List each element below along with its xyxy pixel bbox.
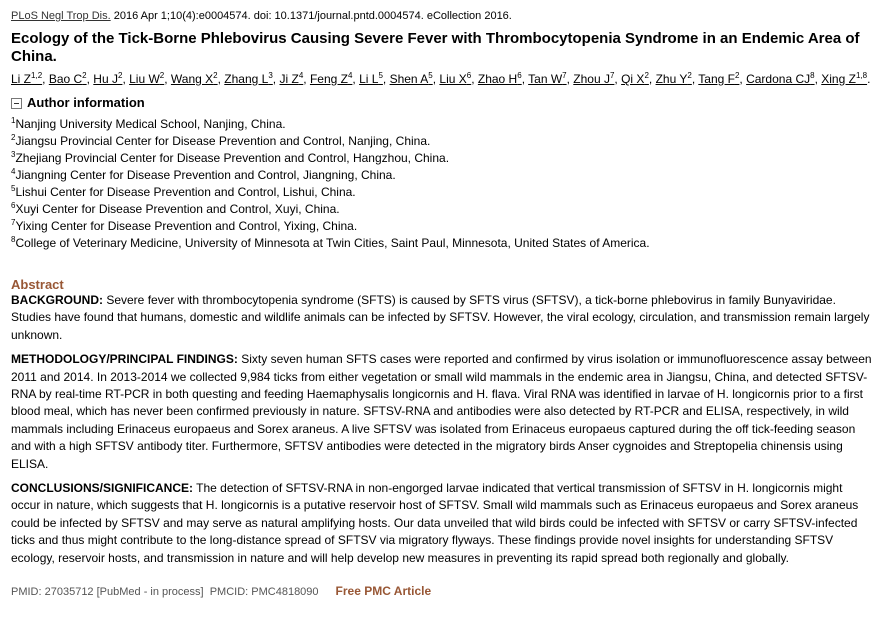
author-link[interactable] xyxy=(359,72,383,86)
conclusions-text: The detection of SFTSV-RNA in non-engorged larvae indicated that vertical transmission of SFTSV in H. longicornis might occur in nature, which suggests that H. longicornis is a putative reservoir host of SFTSV. Small wild mammals such as Erinaceus europaeus and Sorex araneus could be infected by SFTSV and may serve as natural amplifying hosts. Our data unveiled that wild birds could be infected with SFTSV or carry SFTSV-infected ticks and thus might contribute to the long-distance spread of SFTSV via migratory flyways. These findings provide novel insights for understanding SFTSV ecology, reservoir hosts, and transmission in nature and will help develop new measures in preventing its rapid spread both regionally and globally. xyxy=(11,481,859,565)
author-affiliation-number: 2 xyxy=(117,71,123,80)
author-affiliation-number: 7 xyxy=(609,71,615,80)
author-name: Zhu Y xyxy=(655,72,688,86)
affiliation-item xyxy=(11,167,875,184)
author-name: Xing Z xyxy=(821,72,856,86)
background-text: Severe fever with thrombocytopenia syndrome (SFTS) is caused by SFTS virus (SFTSV), a tick-borne phlebovirus in family Bunyaviridae. Studies have found that humans, domestic and wildlife animals can be infected by SFTSV. However, the viral ecology, circulation, and transmission remain largely unknown. xyxy=(11,293,870,342)
author-info-header[interactable] xyxy=(11,95,875,111)
article-ids: PMID: 27035712 [PubMed - in process] PMCID: PMC4818090 xyxy=(11,586,319,599)
author-affiliation-number: 6 xyxy=(517,71,522,80)
author-affiliation-number: 2 xyxy=(82,71,87,80)
abstract-heading: Abstract xyxy=(11,277,64,292)
author-link[interactable] xyxy=(390,72,433,86)
affiliation-item xyxy=(11,218,875,235)
author-link[interactable] xyxy=(439,72,471,86)
author-link[interactable] xyxy=(746,72,814,86)
author-affiliation-number: 4 xyxy=(347,71,353,80)
author-list: Li Z$^{1,2}$, Bao C$^2$, Hu J$^2$, Liu W$^2$, Wang X$^2$, Zhang L$^3$, Ji Z$^4$, Feng Z$^4$, Li L$^5$, Shen A$^5$, Liu X$^6$, Zhao H$^6$, Tan W$^7$, Zhou J$^7$, Qi X$^2$, Zhu Y$^2$, Tang F$^2$, Cardona CJ$^8$, Xing Z$^{1,8}$. xyxy=(11,71,871,86)
author-name: Qi X xyxy=(621,72,645,86)
article-title: Ecology of the Tick-Borne Phlebovirus Causing Severe Fever with Thrombocytopenia Syndrome in an Endemic Area of China. xyxy=(11,30,860,65)
affiliation-text: Zhejiang Provincial Center for Disease Prevention and Control, Hangzhou, China. xyxy=(15,151,450,165)
author-name: Bao C xyxy=(48,72,83,86)
author-affiliation-number: 1,8 xyxy=(855,71,868,80)
author-affiliation-number: 2 xyxy=(734,71,740,80)
author-affiliation-number: 6 xyxy=(466,71,472,80)
affiliation-number: 7 xyxy=(11,218,16,227)
abstract-conclusions xyxy=(11,480,875,567)
author-link[interactable] xyxy=(310,72,352,86)
author-affiliation-number: 2 xyxy=(687,71,692,80)
author-name: Tang F xyxy=(698,72,735,86)
affiliation-item xyxy=(11,133,875,150)
author-name: Zhou J xyxy=(573,72,610,86)
affiliation-text: Jiangsu Provincial Center for Disease Prevention and Control, Nanjing, China. xyxy=(15,134,431,148)
citation-line xyxy=(11,8,875,24)
author-affiliation-number: 5 xyxy=(378,71,383,80)
abstract-background xyxy=(11,292,875,344)
author-affiliation-number: 4 xyxy=(298,71,304,80)
author-affiliation-number: 8 xyxy=(810,71,815,80)
author-name: Wang X xyxy=(170,72,214,86)
methods-label: METHODOLOGY/PRINCIPAL FINDINGS: xyxy=(11,352,238,367)
author-link[interactable] xyxy=(478,72,522,86)
author-affiliation-number: 3 xyxy=(268,71,273,80)
author-name: Tan W xyxy=(528,72,563,86)
author-link[interactable] xyxy=(698,72,739,86)
author-affiliation-number: 2 xyxy=(159,71,165,80)
author-link[interactable] xyxy=(821,72,867,86)
citation-details: 2016 Apr 1;10(4):e0004574. doi: 10.1371/journal.pntd.0004574. eCollection 2016. xyxy=(110,10,512,22)
collapse-toggle-icon[interactable] xyxy=(11,98,22,109)
author-affiliation-number: 2 xyxy=(213,71,218,80)
author-link[interactable] xyxy=(49,72,87,86)
affiliation-number: 4 xyxy=(11,167,16,176)
author-name: Zhang L xyxy=(224,72,269,86)
author-link[interactable] xyxy=(93,72,122,86)
author-link[interactable] xyxy=(171,72,218,86)
author-link[interactable] xyxy=(224,72,273,86)
author-affiliation-number: 7 xyxy=(562,71,567,80)
abstract-methods xyxy=(11,351,875,473)
author-link[interactable] xyxy=(573,72,614,86)
free-pmc-article-link[interactable]: Free PMC Article xyxy=(335,584,432,599)
author-affiliation-number: 5 xyxy=(428,71,433,80)
author-name: Feng Z xyxy=(309,72,348,86)
conclusions-label: CONCLUSIONS/SIGNIFICANCE: xyxy=(11,481,194,496)
affiliation-item xyxy=(11,150,875,167)
author-link[interactable] xyxy=(621,72,649,86)
affiliation-number: 3 xyxy=(11,150,16,159)
author-name: Li L xyxy=(359,72,379,86)
affiliation-number: 6 xyxy=(11,201,16,210)
author-link[interactable] xyxy=(279,72,303,86)
author-name: Liu X xyxy=(439,72,467,86)
author-name: Zhao H xyxy=(477,72,518,86)
author-name: Cardona CJ xyxy=(746,72,811,86)
affiliation-text: Xuyi Center for Disease Prevention and Control, Xuyi, China. xyxy=(15,202,340,216)
author-link[interactable] xyxy=(528,72,566,86)
methods-text: Sixty seven human SFTS cases were reported and confirmed by virus isolation or immunofluorescence assay between 2011 and 2014. In 2013-2014 we collected 9,984 ticks from either vegetation or small wild mammals in the endemic area in Jiangsu, China, and detected SFTSV-RNA by real-time RT-PCR in both questing and feeding Haemaphysalis longicornis and H. flava. Viral RNA was identified in larvae of H. longicornis prior to a first blood meal, which has never been confirmed previously in nature. SFTSV-RNA and antibodies were also detected by RT-PCR and ELISA, respectively, in wild mammals including Erinaceus europaeus and Sorex araneus. A live SFTSV was isolated from Erinaceus europaeus captured during the off tick-feeding season and with a high SFTSV antibody titer. Furthermore, SFTSV antibodies were detected in the migratory birds Anser cygnoides and Streptopelia chinensis using ELISA. xyxy=(11,352,872,471)
author-link[interactable] xyxy=(129,72,164,86)
author-affiliation-number: 2 xyxy=(644,71,649,80)
affiliation-text: College of Veterinary Medicine, University of Minnesota at Twin Cities, Saint Paul, Minnesota, United States of America. xyxy=(15,236,650,250)
author-info-heading: Author information xyxy=(27,95,145,110)
affiliation-number: 1 xyxy=(11,116,16,125)
affiliation-number: 5 xyxy=(11,184,16,193)
background-label: BACKGROUND: xyxy=(11,293,103,307)
affiliation-item xyxy=(11,116,875,133)
affiliation-item xyxy=(11,235,875,252)
journal-link[interactable]: PLoS Negl Trop Dis. xyxy=(11,10,111,22)
affiliation-number: 8 xyxy=(11,235,16,244)
author-name: Li Z xyxy=(11,72,32,86)
author-name: Hu J xyxy=(93,72,118,86)
author-affiliation-number: 1,2 xyxy=(31,71,43,80)
author-name: Liu W xyxy=(129,72,160,86)
author-link[interactable] xyxy=(656,72,692,86)
author-name: Shen A xyxy=(389,72,429,86)
affiliation-text: Lishui Center for Disease Prevention and Control, Lishui, China. xyxy=(15,185,356,199)
affiliation-list xyxy=(11,116,875,252)
affiliation-text: Jiangning Center for Disease Prevention and Control, Jiangning, China. xyxy=(15,168,396,182)
author-link[interactable] xyxy=(11,72,42,86)
affiliation-item xyxy=(11,201,875,218)
affiliation-number: 2 xyxy=(11,133,16,142)
article-footer xyxy=(11,583,875,600)
affiliation-text: Nanjing University Medical School, Nanjing, China. xyxy=(15,117,286,131)
affiliation-item xyxy=(11,184,875,201)
author-name: Ji Z xyxy=(279,72,299,86)
affiliation-text: Yixing Center for Disease Prevention and Control, Yixing, China. xyxy=(15,219,358,233)
